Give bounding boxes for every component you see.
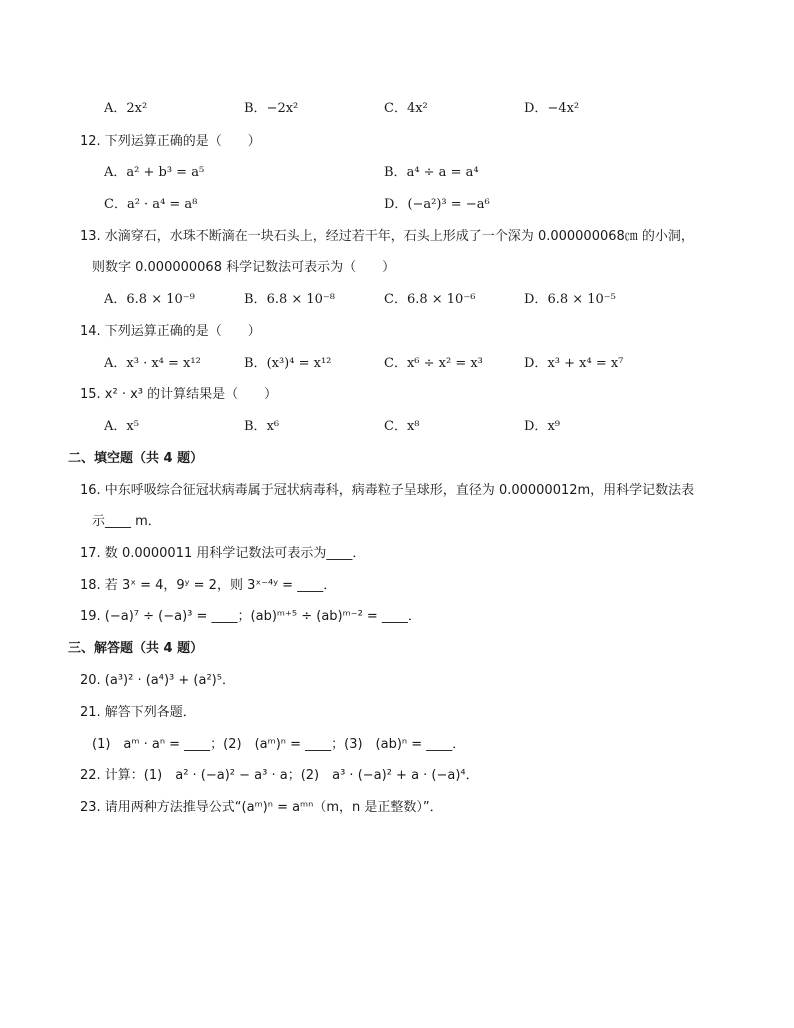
option-label: B．	[244, 101, 267, 116]
option-label: A．	[104, 165, 127, 180]
option-text: −4x²	[547, 101, 580, 116]
option-text: (−a²)³ = −a⁶	[407, 197, 490, 212]
q16-line1: 16. 中东呼吸综合征冠状病毒属于冠状病毒科，病毒粒子呈球形，直径为 0.00000012m，用科学记数法表	[80, 483, 695, 498]
q11-option-d[interactable]	[524, 99, 579, 119]
option-label: C．	[384, 356, 407, 371]
option-text: 6.8 × 10⁻⁶	[406, 292, 476, 307]
q21-stem: 21. 解答下列各题．	[80, 705, 196, 720]
option-text: a² + b³ = a⁵	[126, 165, 205, 180]
q22-text: 22. 计算：(1) a² · (−a)² − a³ · a；(2) a³ · (−a)² + a · (−a)⁴．	[80, 768, 479, 783]
option-label: B．	[244, 356, 267, 371]
option-text: x⁶ ÷ x² = x³	[406, 356, 483, 371]
q18-text: 18. 若 3ˣ = 4，9ʸ = 2，则 3ˣ⁻⁴ʸ = ____．	[80, 578, 337, 593]
option-label: B．	[244, 292, 267, 307]
option-text: a² · a⁴ = a⁸	[126, 197, 198, 212]
option-text: x⁸	[406, 419, 420, 434]
option-label: D．	[524, 101, 548, 116]
option-text: x³ · x⁴ = x¹²	[126, 356, 201, 371]
q19-text: 19. (−a)⁷ ÷ (−a)³ = ____；(ab)ᵐ⁺⁵ ÷ (ab)ᵐ⁻² = ____．	[80, 609, 421, 624]
option-label: A．	[104, 419, 127, 434]
q20-text: 20. (a³)² · (a⁴)³ + (a²)⁵．	[80, 673, 235, 688]
section-solve-title: 三、解答题（共 4 题）	[68, 641, 204, 656]
q16-line2: 示____ m．	[92, 514, 161, 529]
option-text: x³ + x⁴ = x⁷	[547, 356, 624, 371]
option-label: D．	[384, 197, 408, 212]
q13-option-b[interactable]	[244, 290, 335, 310]
q13-stem-line2: 则数字 0.000000068 科学记数法可表示为（ ）	[92, 260, 396, 275]
option-text: a⁴ ÷ a = a⁴	[406, 165, 479, 180]
option-label: D．	[524, 292, 548, 307]
option-label: B．	[384, 165, 407, 180]
option-label: D．	[524, 419, 548, 434]
q13-option-d[interactable]	[524, 290, 616, 310]
q17-text: 17. 数 0.0000011 用科学记数法可表示为____．	[80, 546, 366, 561]
option-label: C．	[104, 197, 127, 212]
q12-option-d[interactable]	[384, 195, 490, 215]
option-label: A．	[104, 356, 127, 371]
q15-option-c[interactable]	[384, 417, 420, 437]
option-label: D．	[524, 356, 548, 371]
option-text: x⁹	[547, 419, 560, 434]
q11-option-b[interactable]	[244, 99, 298, 119]
q12-stem: 12. 下列运算正确的是（ ）	[80, 134, 261, 149]
option-label: C．	[384, 101, 407, 116]
q14-option-c[interactable]	[384, 354, 483, 374]
option-text: x⁵	[126, 419, 139, 434]
option-text: 6.8 × 10⁻⁹	[126, 292, 195, 307]
q15-option-b[interactable]	[244, 417, 279, 437]
q21-parts: (1) aᵐ · aⁿ = ____；(2) (aᵐ)ⁿ = ____；(3) (ab)ⁿ = ____．	[92, 737, 466, 752]
option-text: 6.8 × 10⁻⁸	[266, 292, 336, 307]
option-text: x⁶	[266, 419, 280, 434]
option-text: 4x²	[406, 101, 428, 116]
section-fill-in-title: 二、填空题（共 4 题）	[68, 451, 204, 466]
option-text: 2x²	[126, 101, 148, 116]
option-text: −2x²	[266, 101, 299, 116]
q12-option-b[interactable]	[384, 163, 479, 183]
option-text: 6.8 × 10⁻⁵	[547, 292, 616, 307]
q15-stem: 15. x² · x³ 的计算结果是（ ）	[80, 387, 278, 402]
q15-option-d[interactable]	[524, 417, 560, 437]
option-text: (x³)⁴ = x¹²	[266, 356, 332, 371]
option-label: C．	[384, 419, 407, 434]
q11-option-a[interactable]	[104, 99, 147, 119]
q12-option-c[interactable]	[104, 195, 197, 215]
q13-option-a[interactable]	[104, 290, 195, 310]
q11-option-c[interactable]	[384, 99, 428, 119]
q13-stem-line1: 13. 水滴穿石，水珠不断滴在一块石头上，经过若干年，石头上形成了一个深为 0.000000068㎝ 的小洞，	[80, 229, 694, 244]
q14-option-a[interactable]	[104, 354, 201, 374]
option-label: B．	[244, 419, 267, 434]
option-label: C．	[384, 292, 407, 307]
q12-option-a[interactable]	[104, 163, 204, 183]
option-label: A．	[104, 101, 127, 116]
q15-option-a[interactable]	[104, 417, 139, 437]
q14-option-d[interactable]	[524, 354, 623, 374]
q23-text: 23. 请用两种方法推导公式“(aᵐ)ⁿ = aᵐⁿ（m，n 是正整数）”．	[80, 800, 443, 815]
q14-stem: 14. 下列运算正确的是（ ）	[80, 324, 261, 339]
q14-option-b[interactable]	[244, 354, 331, 374]
q13-option-c[interactable]	[384, 290, 475, 310]
option-label: A．	[104, 292, 127, 307]
